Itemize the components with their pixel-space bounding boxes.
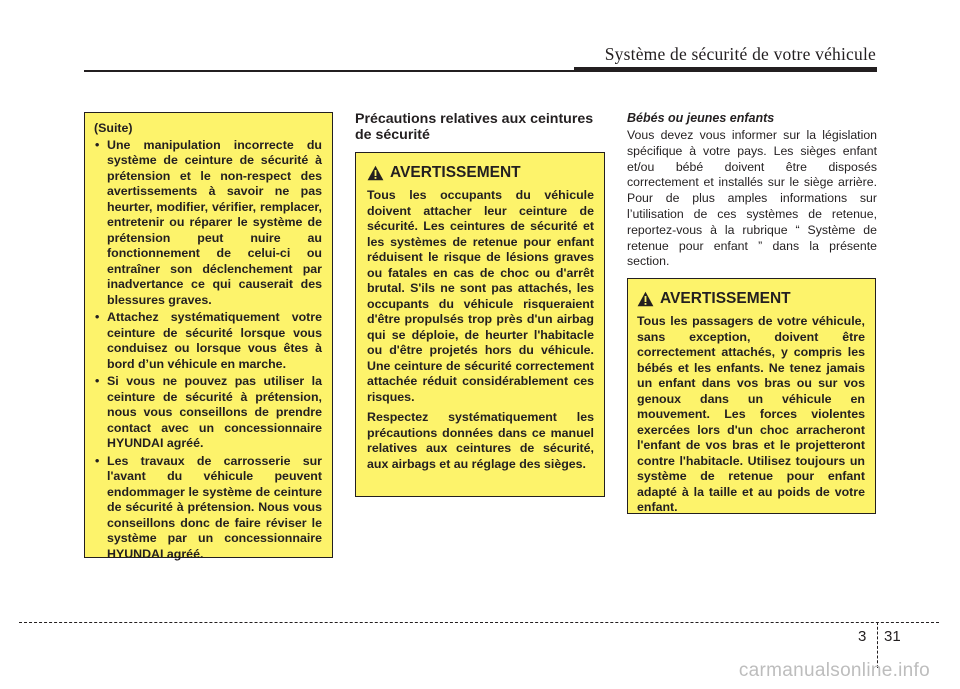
continued-warning-box: [84, 112, 333, 561]
continued-label: (Suite): [94, 121, 133, 135]
seatbelt-warning-box: [355, 152, 605, 497]
warning-bullet-item: • Une manipulation incorrecte du système de ceinture de sécurité à prétension et le non-respect des avertissements à savoir ne pas heurter, modifier, vérifier, remplacer, entretenir ou réparer le système de prétension peut nuire au fonctionnement de celui-ci ou entraîner son déclenchement par inadvertance ce qui causerait des blessures graves.: [94, 138, 322, 309]
warning-bullet-item: • Les travaux de carrosserie sur l'avant du véhicule peuvent endommager le système de ceinture de sécurité à prétension. Nous vous conseillons donc de faire réviser le système par un concessionnaire HYUNDAI agréé.: [94, 454, 322, 563]
warning-paragraph: Tous les passagers de votre véhicule, sans exception, doivent être correctement attachés, y compris les bébés et les enfants. Ne tenez jamais un enfant dans vos bras ou sur vos genoux dans un véhicule en mouvement. Les forces violentes exercées lors d'un choc arracheront l'enfant de vos bras et le projetteront contre l'habitacle. Utilisez toujours un système de retenue pour enfant adapté à la taille et au poids de votre enfant.: [637, 314, 865, 514]
footer-divider: [19, 622, 939, 623]
warning-header: [637, 290, 865, 308]
warning-header: [367, 164, 594, 182]
warning-bullet-item: • Attachez systématiquement votre ceinture de sécurité lorsque vous conduisez ou lorsque vous êtes à bord d’un véhicule en marche.: [94, 310, 322, 372]
watermark: carmanualsonline.info: [738, 660, 930, 681]
page-number: 31: [884, 628, 901, 645]
warning-triangle-icon: [637, 291, 654, 307]
header-rule-accent: [574, 67, 877, 72]
warning-title: AVERTISSEMENT: [660, 290, 791, 307]
warning-title: AVERTISSEMENT: [390, 164, 521, 181]
child-warning-box: [627, 278, 876, 514]
body-paragraph: Vous devez vous informer sur la législation spécifique à votre pays. Les sièges enfant et/ou bébé doivent être disposés correctement et installés sur le siège arrière. Pour de plus amples informations sur l’utilisation de ces systèmes de retenue, reportez-vous à la rubrique “ Système de retenue pour enfant ” dans la présente section.: [627, 128, 877, 269]
warning-paragraph: Respectez systématiquement les précautions données dans ce manuel relatives aux ceintures de sécurité, aux airbags et au réglage des sièges.: [367, 410, 594, 471]
chapter-number: 3: [858, 628, 867, 645]
page-header-title: Système de sécurité de votre véhicule: [604, 44, 876, 64]
warning-bullet-list: [94, 138, 322, 563]
section-heading: Précautions relatives aux ceintures de sécurité: [355, 111, 594, 143]
warning-triangle-icon: [367, 165, 384, 181]
warning-bullet-item: • Si vous ne pouvez pas utiliser la ceinture de sécurité à prétension, nous vous conseillons de prendre contact avec un concessionnaire HYUNDAI agréé.: [94, 374, 322, 452]
header-rule: [84, 70, 574, 72]
subsection-heading: Bébés ou jeunes enfants: [627, 111, 775, 125]
warning-paragraph: Tous les occupants du véhicule doivent attacher leur ceinture de sécurité. Les ceintures de sécurité et les systèmes de retenue pour enfant réduisent le risque de lésions graves ou fatales en cas de choc ou d'arrêt brutal. S'ils ne sont pas attachés, les occupants du véhicule risqueraient d'être propulsés trop près d'un airbag qui se déploie, de heurter l'habitacle ou d'être projetés hors du véhicule. Une ceinture de sécurité correctement attachée réduit considérablement ces risques.: [367, 188, 594, 404]
